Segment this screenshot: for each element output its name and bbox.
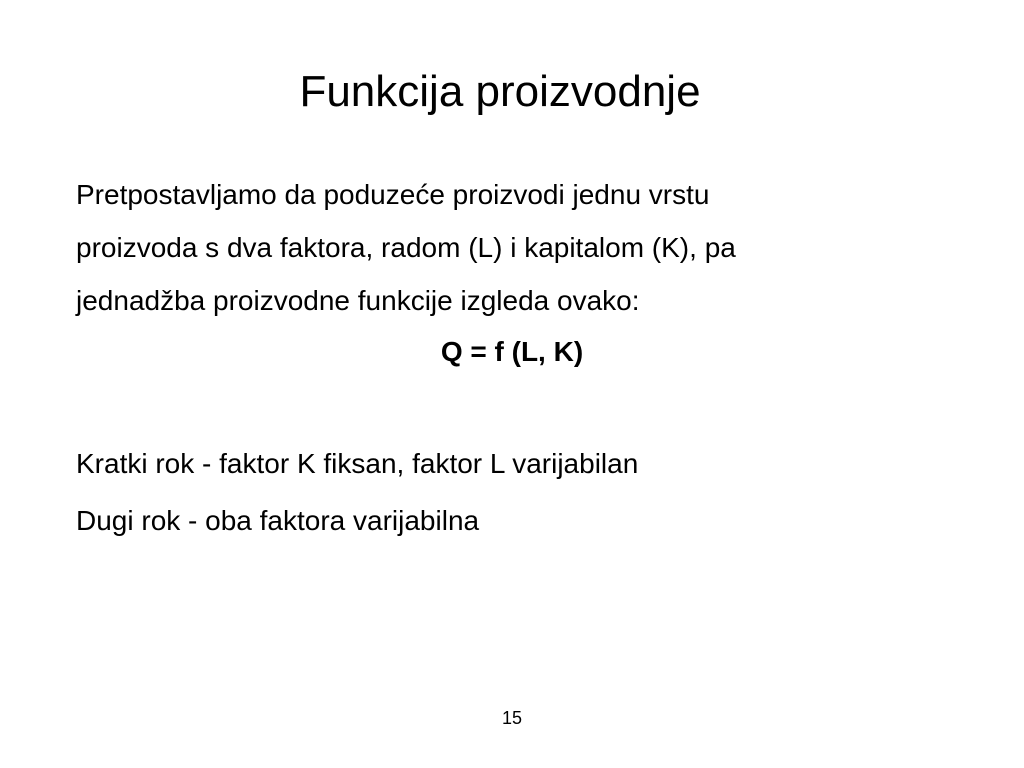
intro-line: proizvoda s dva faktora, radom (L) i kapitalom (K), pa: [76, 232, 736, 263]
short-run-statement: Kratki rok - faktor K fiksan, faktor L varijabilan: [76, 448, 639, 479]
long-run-statement: Dugi rok - oba faktora varijabilna: [76, 505, 480, 536]
production-function-formula: Q = f (L, K): [440, 336, 584, 367]
intro-line: jednadžba proizvodne funkcije izgleda ovako:: [76, 285, 640, 316]
slide-title: Funkcija proizvodnje: [299, 67, 701, 116]
page-number: 15: [501, 708, 523, 728]
intro-line: Pretpostavljamo da poduzeće proizvodi jednu vrstu: [76, 179, 710, 210]
intro-paragraph: [76, 168, 956, 327]
